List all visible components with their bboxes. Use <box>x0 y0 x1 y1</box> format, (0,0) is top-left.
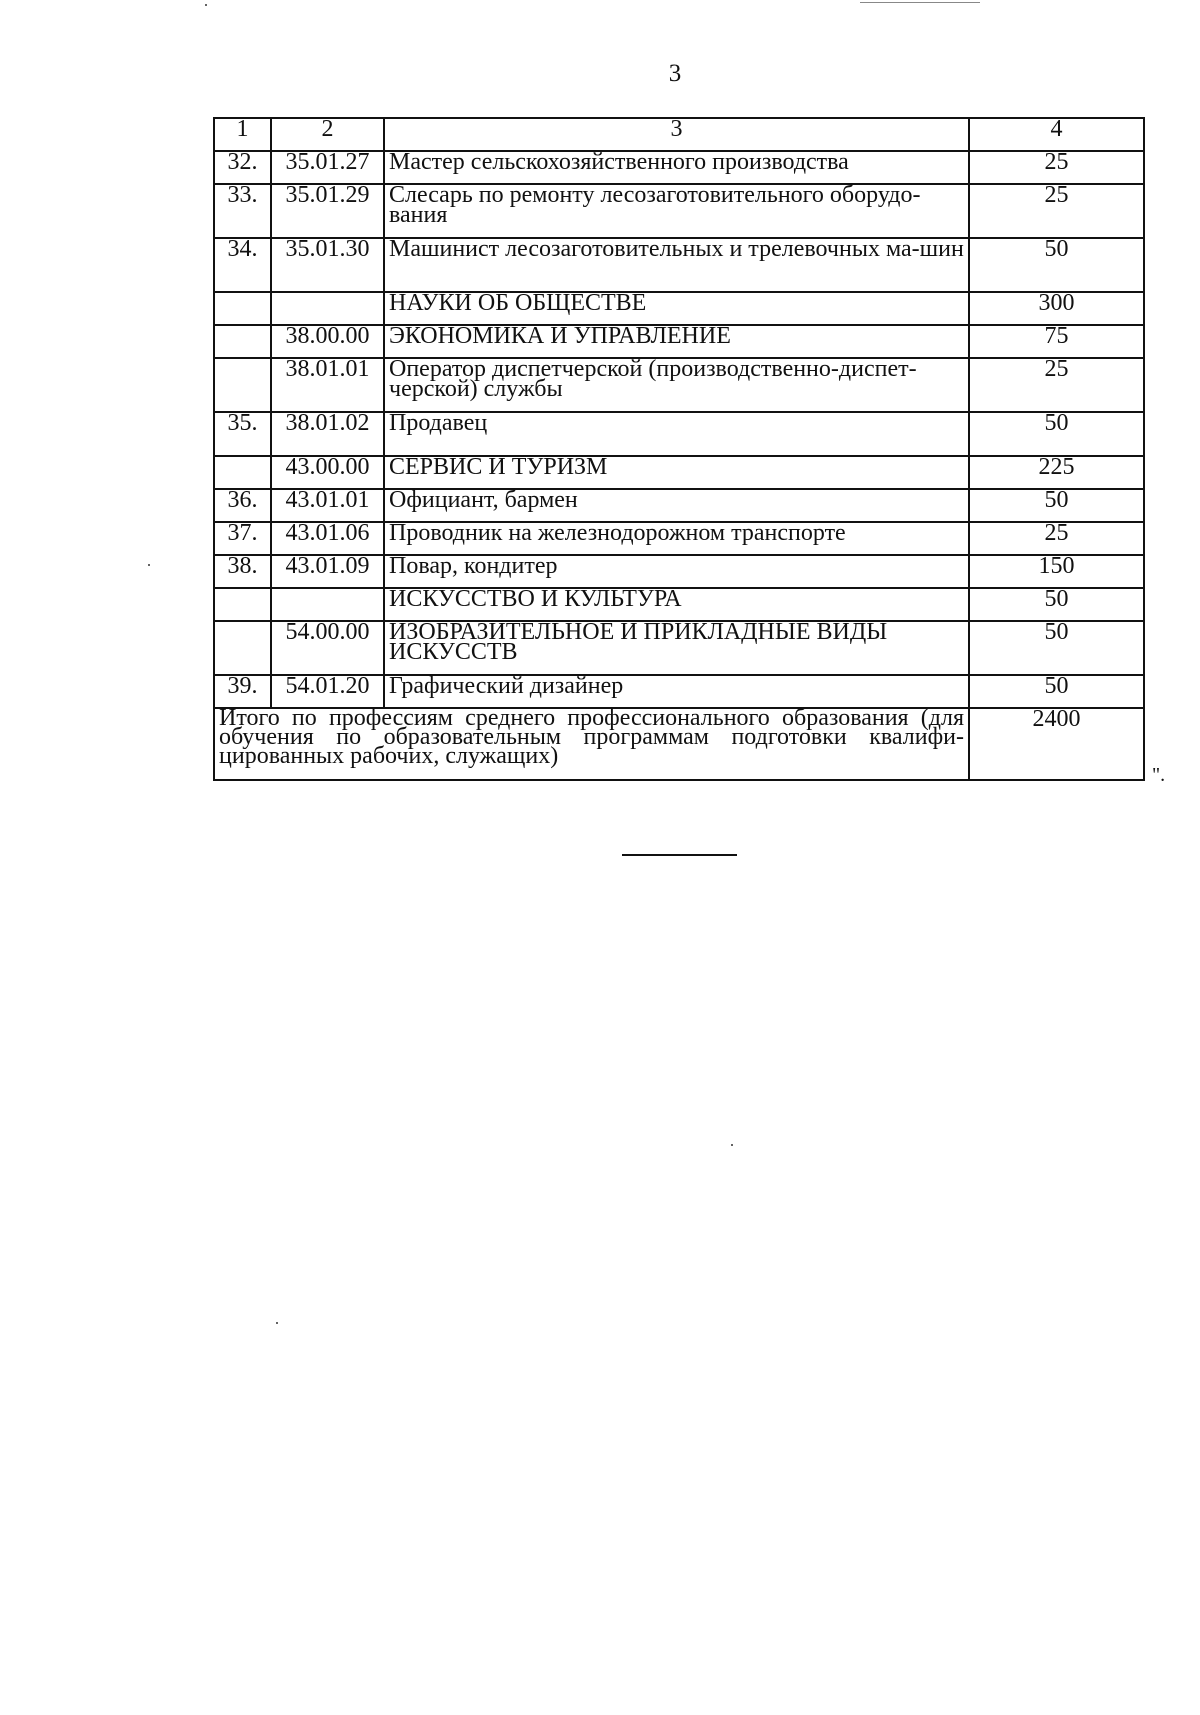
row-code <box>271 292 384 325</box>
row-name: Повар, кондитер <box>384 555 969 588</box>
page-number: 3 <box>668 60 682 87</box>
end-of-document-line <box>622 854 737 856</box>
row-code: 43.01.01 <box>271 489 384 522</box>
row-number: 32. <box>214 151 271 184</box>
row-value: 50 <box>969 489 1144 522</box>
header-cell-2: 2 <box>271 118 384 151</box>
scan-speck <box>731 1144 733 1146</box>
row-code: 54.00.00 <box>271 621 384 675</box>
row-name: СЕРВИС И ТУРИЗМ <box>384 456 969 489</box>
total-value: 2400 <box>969 708 1144 780</box>
row-code: 54.01.20 <box>271 675 384 708</box>
table-row <box>214 675 1144 708</box>
row-name: Оператор диспетчерской (производственно-диспет-черской) службы <box>384 358 969 412</box>
row-code <box>271 588 384 621</box>
scan-artifact-line <box>860 2 980 3</box>
row-number: 39. <box>214 675 271 708</box>
row-name: Машинист лесозаготовительных и трелевочных ма-шин <box>384 238 969 292</box>
total-row <box>214 708 1144 780</box>
row-code: 43.00.00 <box>271 456 384 489</box>
row-code: 43.01.06 <box>271 522 384 555</box>
row-name: Слесарь по ремонту лесозаготовительного оборудо-вания <box>384 184 969 238</box>
scan-speck <box>205 4 207 6</box>
row-code: 38.01.02 <box>271 412 384 456</box>
row-number: 35. <box>214 412 271 456</box>
table-row <box>214 151 1144 184</box>
row-name: Графический дизайнер <box>384 675 969 708</box>
scan-speck <box>148 564 150 566</box>
row-number <box>214 325 271 358</box>
closing-quote-mark: ". <box>1152 764 1166 786</box>
table-row <box>214 522 1144 555</box>
row-value: 50 <box>969 621 1144 675</box>
row-number <box>214 358 271 412</box>
row-value: 150 <box>969 555 1144 588</box>
row-number: 37. <box>214 522 271 555</box>
table-row <box>214 412 1144 456</box>
table-row <box>214 489 1144 522</box>
row-number <box>214 621 271 675</box>
row-code: 43.01.09 <box>271 555 384 588</box>
row-name: ИСКУССТВО И КУЛЬТУРА <box>384 588 969 621</box>
row-code: 35.01.27 <box>271 151 384 184</box>
row-number: 36. <box>214 489 271 522</box>
row-number: 33. <box>214 184 271 238</box>
table-header-row <box>214 118 1144 151</box>
row-value: 25 <box>969 151 1144 184</box>
table-row <box>214 292 1144 325</box>
table-row <box>214 325 1144 358</box>
row-code: 38.00.00 <box>271 325 384 358</box>
table-row <box>214 456 1144 489</box>
row-value: 50 <box>969 238 1144 292</box>
row-value: 225 <box>969 456 1144 489</box>
table-row <box>214 358 1144 412</box>
row-value: 50 <box>969 675 1144 708</box>
row-name: ЭКОНОМИКА И УПРАВЛЕНИЕ <box>384 325 969 358</box>
table-row <box>214 621 1144 675</box>
row-value: 300 <box>969 292 1144 325</box>
row-name: Проводник на железнодорожном транспорте <box>384 522 969 555</box>
table-row <box>214 555 1144 588</box>
professions-table <box>213 117 1145 781</box>
row-name: Мастер сельскохозяйственного производства <box>384 151 969 184</box>
row-value: 25 <box>969 522 1144 555</box>
row-number <box>214 456 271 489</box>
row-number: 38. <box>214 555 271 588</box>
row-name: ИЗОБРАЗИТЕЛЬНОЕ И ПРИКЛАДНЫЕ ВИДЫ ИСКУССТВ <box>384 621 969 675</box>
row-number: 34. <box>214 238 271 292</box>
row-value: 50 <box>969 588 1144 621</box>
row-name: НАУКИ ОБ ОБЩЕСТВЕ <box>384 292 969 325</box>
header-cell-3: 3 <box>384 118 969 151</box>
row-name: Официант, бармен <box>384 489 969 522</box>
row-value: 75 <box>969 325 1144 358</box>
header-cell-1: 1 <box>214 118 271 151</box>
row-name: Продавец <box>384 412 969 456</box>
row-number <box>214 588 271 621</box>
total-label: Итого по профессиям среднего профессионального образования (для обучения по образовательным программам подготовки квалифи-цированных рабочих, служащих) <box>214 708 969 780</box>
row-value: 25 <box>969 184 1144 238</box>
header-cell-4: 4 <box>969 118 1144 151</box>
row-code: 35.01.29 <box>271 184 384 238</box>
scan-speck <box>276 1322 278 1324</box>
table-row <box>214 238 1144 292</box>
row-number <box>214 292 271 325</box>
row-value: 25 <box>969 358 1144 412</box>
row-code: 35.01.30 <box>271 238 384 292</box>
row-code: 38.01.01 <box>271 358 384 412</box>
row-value: 50 <box>969 412 1144 456</box>
table-row <box>214 588 1144 621</box>
table-row <box>214 184 1144 238</box>
